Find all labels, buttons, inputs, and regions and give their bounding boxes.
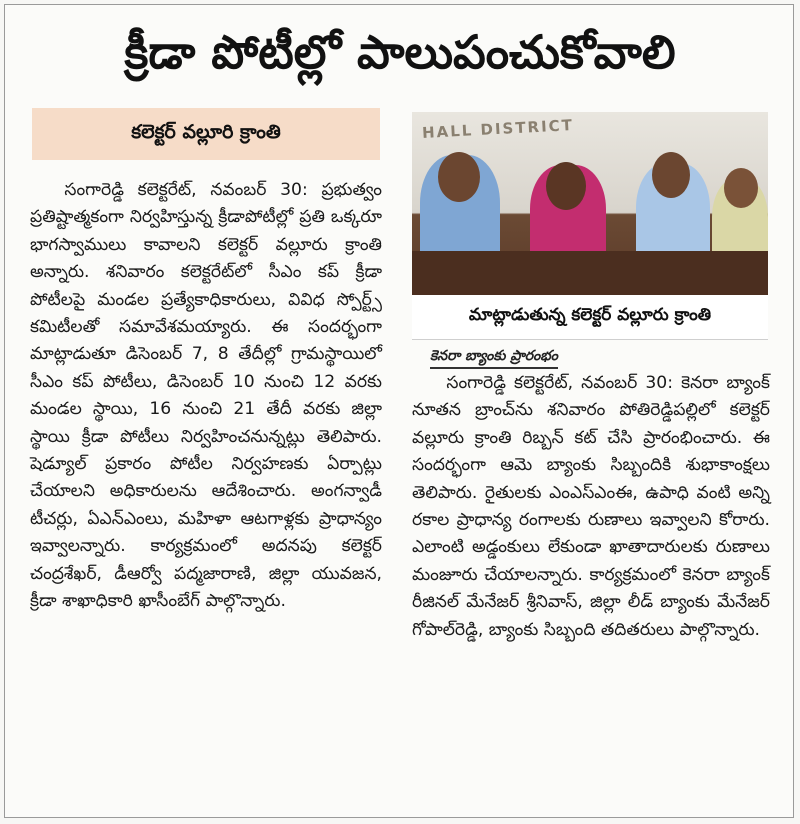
right-article-body: సంగారెడ్డి కలెక్టరేట్, నవంబర్ 30: కెనరా బ్యాంక్ నూతన బ్రాంచ్‌ను శనివారం పోతిరెడ్డిపల్లిలో కలెక్టర్ వల్లూరు క్రాంతి రిబ్బన్ కట్ చేసి ప్రారంభించారు. ఈ సందర్భంగా ఆమె బ్యాంకు సిబ్బందికి శుభాకాంక్షలు తెలిపారు. రైతులకు ఎంఎస్ఎంఈ, ఉపాధి వంటి అన్ని రకాల ప్రాధాన్య రంగాలకు రుణాలు ఇవ్వాలని కోరారు. ఎలాంటి అడ్డంకులు లేకుండా ఖాతాదారులకు రుణాలు మంజూరు చేయాలన్నారు. కార్యక్రమంలో కెనరా బ్యాంక్ రీజినల్ మేనేజర్ శ్రీనివాస్, జిల్లా లీడ్ బ్యాంకు మేనేజర్ గోపాల్‌రెడ్డి, బ్యాంకు సిబ్బంది తదితరులు పాల్గొన్నారు.	[412, 373, 770, 640]
left-article	[30, 177, 382, 616]
headline: క్రీడా పోటీల్లో పాలుపంచుకోవాలి	[124, 25, 676, 79]
photo-caption-box	[412, 295, 768, 340]
subheadline-box	[32, 108, 380, 160]
person-2-head	[546, 162, 586, 210]
right-article	[412, 370, 770, 644]
left-article-body: సంగారెడ్డి కలెక్టరేట్, నవంబర్ 30: ప్రభుత్వం ప్రతిష్టాత్మకంగా నిర్వహిస్తున్న క్రీడాపోటీల్లో ప్రతి ఒక్కరూ భాగస్వాములు కావాలని కలెక్టర్ వల్లూరు క్రాంతి అన్నారు. శనివారం కలెక్టరేట్‌లో సీఎం కప్ క్రీడా పోటీలపై మండల ప్రత్యేకాధికారులు, వివిధ స్పోర్ట్స్ కమిటీలతో సమావేశమయ్యారు. ఈ సందర్భంగా మాట్లాడుతూ డిసెంబర్ 7, 8 తేదీల్లో గ్రామస్థాయిలో సీఎం కప్ పోటీలు, డిసెంబర్ 10 నుంచి 12 వరకు మండల స్థాయి, 16 నుంచి 21 తేదీ వరకు జిల్లా స్థాయి క్రీడా పోటీలు నిర్వహించనున్నట్లు తెలిపారు. షెడ్యూల్ ప్రకారం పోటీల నిర్వహణకు ఏర్పాట్లు చేయాలని అధికారులను ఆదేశించారు. అంగన్వాడీ టీచర్లు, ఏఎన్ఎంలు, మహిళా ఆటగాళ్లకు ప్రాధాన్యం ఇవ్వాలన్నారు. కార్యక్రమంలో అదనపు కలెక్టర్ చంద్రశేఖర్, డీఆర్వో పద్మజారాణి, జిల్లా యువజన, క్రీడా శాఖాధికారి ఖాసీంబేగ్ పాల్గొన్నారు.	[30, 180, 382, 612]
meeting-table	[412, 251, 768, 295]
person-1-head	[438, 152, 480, 202]
photo-banner: HALL DISTRICT	[421, 116, 575, 142]
photo-caption: మాట్లాడుతున్న కలెక్టర్ వల్లూరు క్రాంతి	[468, 305, 712, 325]
meeting-photo	[412, 112, 768, 295]
subheadline: కలెక్టర్ వల్లూరి క్రాంతి	[131, 120, 281, 143]
right-article-kicker: కెనరా బ్యాంకు ప్రారంభం	[430, 348, 558, 369]
person-3-head	[652, 152, 690, 198]
person-4-head	[724, 168, 758, 208]
